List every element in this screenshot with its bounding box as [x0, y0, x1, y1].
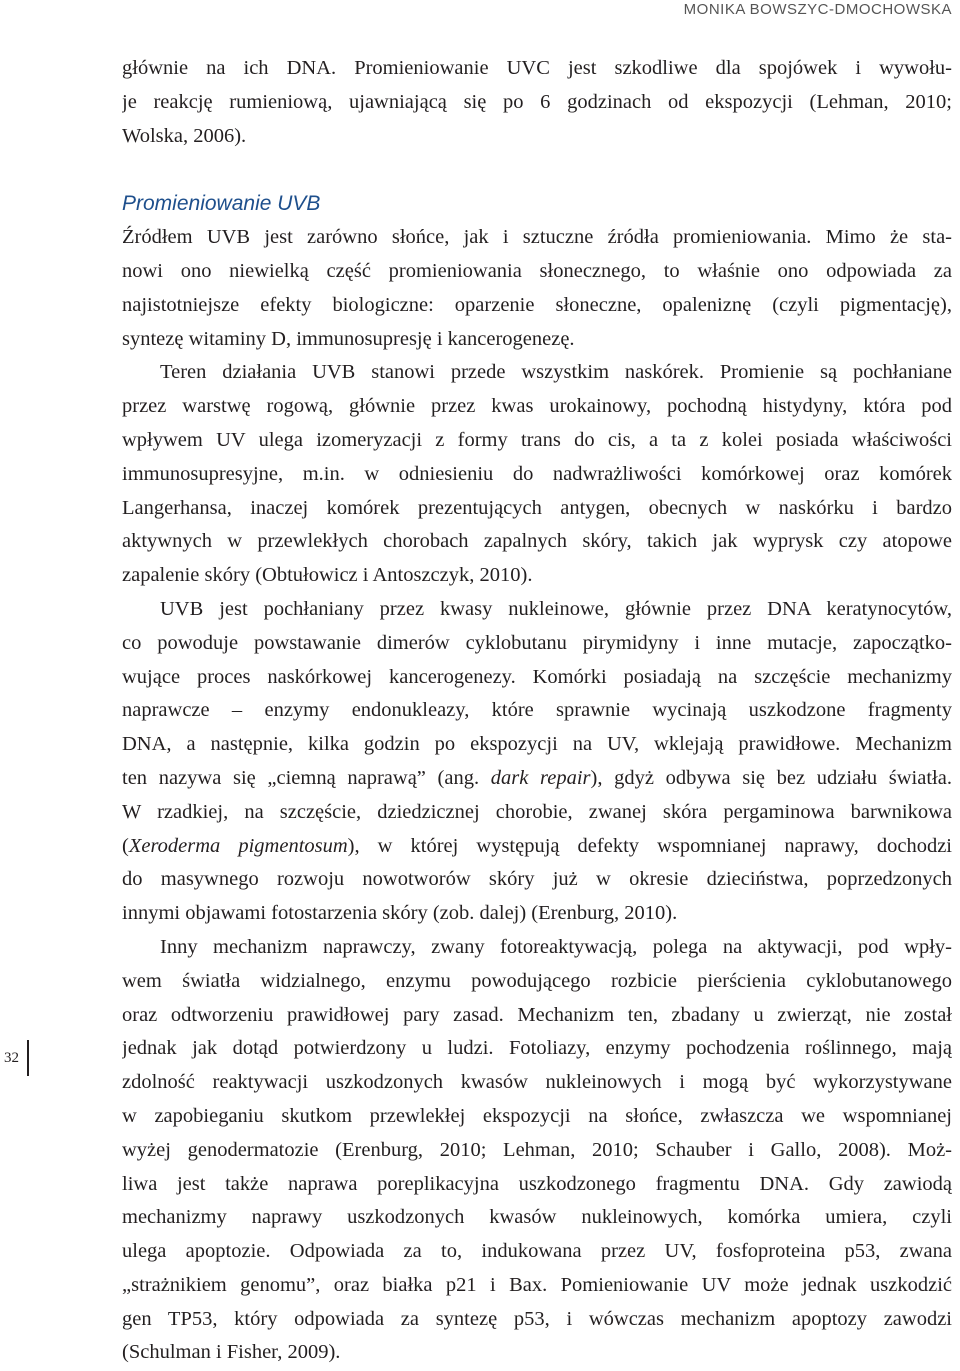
italic-term-dark-repair: dark repair	[490, 766, 591, 789]
text-run: ten nazywa się „ciemną naprawą” (ang.	[122, 766, 491, 789]
text-line: mechanizmy naprawy uszkodzonych kwasów nukleinowych, komórka umiera, czyli	[122, 1206, 952, 1229]
text-line: wem światła widzialnego, enzymu powodującego rozbicie pierścienia cyklobutanowego	[122, 969, 952, 992]
section-heading: Promieniowanie UVB	[122, 192, 321, 216]
text-line: (Schulman i Fisher, 2009).	[122, 1341, 341, 1364]
text-line: Inny mechanizm naprawczy, zwany fotoreaktywacją, polega na aktywacji, pod wpły-	[160, 935, 952, 958]
text-line: zapalenie skóry (Obtułowicz i Antoszczyk, 2010).	[122, 564, 533, 587]
text-line: innymi objawami fotostarzenia skóry (zob. dalej) (Erenburg, 2010).	[122, 902, 678, 925]
text-line: oraz odtworzeniu prawidłowej pary zasad. Mechanizm ten, zbadany u zwierząt, nie został	[122, 1003, 952, 1026]
text-line: głównie na ich DNA. Promieniowanie UVC jest szkodliwe dla spojówek i wywołu-	[122, 57, 952, 79]
text-line: liwa jest także naprawa poreplikacyjna uszkodzonego fragmentu DNA. Gdy zawiodą	[122, 1172, 952, 1195]
text-line: immunosupresyjne, m.in. w odniesieniu do nadwrażliwości komórkowej oraz komórek	[122, 462, 952, 485]
text-line: syntezę witaminy D, immunosupresję i kancerogenezę.	[122, 327, 575, 350]
page-number: 32	[4, 1050, 19, 1066]
text-line: UVB jest pochłaniany przez kwasy nukleinowe, głównie przez DNA keratynocytów,	[160, 597, 952, 620]
text-line: do masywnego rozwoju nowotworów skóry już w okresie dzieciństwa, poprzedzonych	[122, 868, 952, 891]
text-run: (	[122, 834, 129, 857]
text-line: aktywnych w przewlekłych chorobach zapalnych skóry, takich jak wyprysk czy atopowe	[122, 530, 952, 553]
text-line: przez warstwę rogową, głównie przez kwas urokainowy, pochodną histydyny, która pod	[122, 395, 952, 418]
text-line: w zapobieganiu skutkom przewlekłej ekspozycji na słońce, zwłaszcza we wspomnianej	[122, 1104, 952, 1127]
text-line	[122, 762, 952, 796]
text-line: DNA, a następnie, kilka godzin po ekspozycji na UV, wklejają prawidłowe. Mechanizm	[122, 733, 952, 756]
running-head: MONIKA BOWSZYC-DMOCHOWSKA	[683, 1, 952, 18]
text-line: ulega apoptozie. Odpowiada za to, indukowana przez UV, fosfoproteina p53, zwana	[122, 1240, 952, 1263]
paragraph-uvb-sources	[122, 221, 952, 356]
text-line: Teren działania UVB stanowi przede wszystkim naskórek. Promienie są pochłaniane	[160, 361, 952, 384]
text-line: naprawcze – enzymy endonukleazy, które sprawnie wycinają uszkodzone fragmenty	[122, 699, 952, 722]
text-run: ), w której występują defekty wspomnianej naprawy, dochodzi	[347, 834, 952, 857]
text-line: W rzadkiej, na szczęście, dziedzicznej chorobie, zwanej skóra pergaminowa barwnikowa	[122, 800, 952, 823]
text-line: Wolska, 2006).	[122, 124, 247, 147]
text-line: wujące proces naskórkowej kancerogenezy. Komórki posiadają na szczęście mechanizmy	[122, 665, 952, 688]
text-line: Źródłem UVB jest zarówno słońce, jak i sztuczne źródła promieniowania. Mimo że sta-	[122, 226, 952, 249]
text-line: zdolność reaktywacji uszkodzonych kwasów nukleinowych i mogą być wykorzystywane	[122, 1071, 952, 1094]
text-line: wpływem UV ulega izomeryzacji z formy trans do cis, a ta z kolei posiada właściwości	[122, 428, 952, 451]
text-line: gen TP53, który odpowiada za syntezę p53, i wówczas mechanizm apoptozy zawodzi	[122, 1307, 952, 1330]
page-number-rule	[27, 1040, 29, 1076]
text-line: najistotniejsze efekty biologiczne: oparzenie słoneczne, opaleniznę (czyli pigmentację),	[122, 293, 952, 316]
text-line: nowi ono niewielką część promieniowania słonecznego, to właśnie ono odpowiada za	[122, 259, 952, 282]
page-body	[122, 52, 952, 1370]
text-line: je reakcję rumieniową, ujawniającą się po 6 godzinach od ekspozycji (Lehman, 2010;	[122, 90, 952, 113]
paragraph-photoreactivation	[122, 931, 952, 1370]
text-line: wyżej genodermatozie (Erenburg, 2010; Lehman, 2010; Schauber i Gallo, 2008). Moż-	[122, 1138, 952, 1161]
paragraph-uvb-epidermis	[122, 356, 952, 593]
text-line	[122, 830, 952, 864]
text-run: ), gdyż odbywa się bez udziału światła.	[590, 766, 952, 789]
italic-term-xeroderma: Xeroderma pigmentosum	[128, 834, 348, 857]
text-line: „strażnikiem genomu”, oraz białka p21 i Bax. Pomieniowanie UV może jednak uszkodzić	[122, 1273, 952, 1296]
text-line: Langerhansa, inaczej komórek prezentujących antygen, obecnych w naskórku i bardzo	[122, 496, 952, 519]
paragraph-uvc-continuation	[122, 52, 952, 153]
paragraph-uvb-dna	[122, 593, 952, 931]
text-line: jednak jak dotąd potwierdzony u ludzi. Fotoliazy, enzymy pochodzenia roślinnego, mają	[122, 1037, 952, 1060]
text-line: co powoduje powstawanie dimerów cyklobutanu pirymidyny i inne mutacje, zapoczątko-	[122, 631, 952, 654]
